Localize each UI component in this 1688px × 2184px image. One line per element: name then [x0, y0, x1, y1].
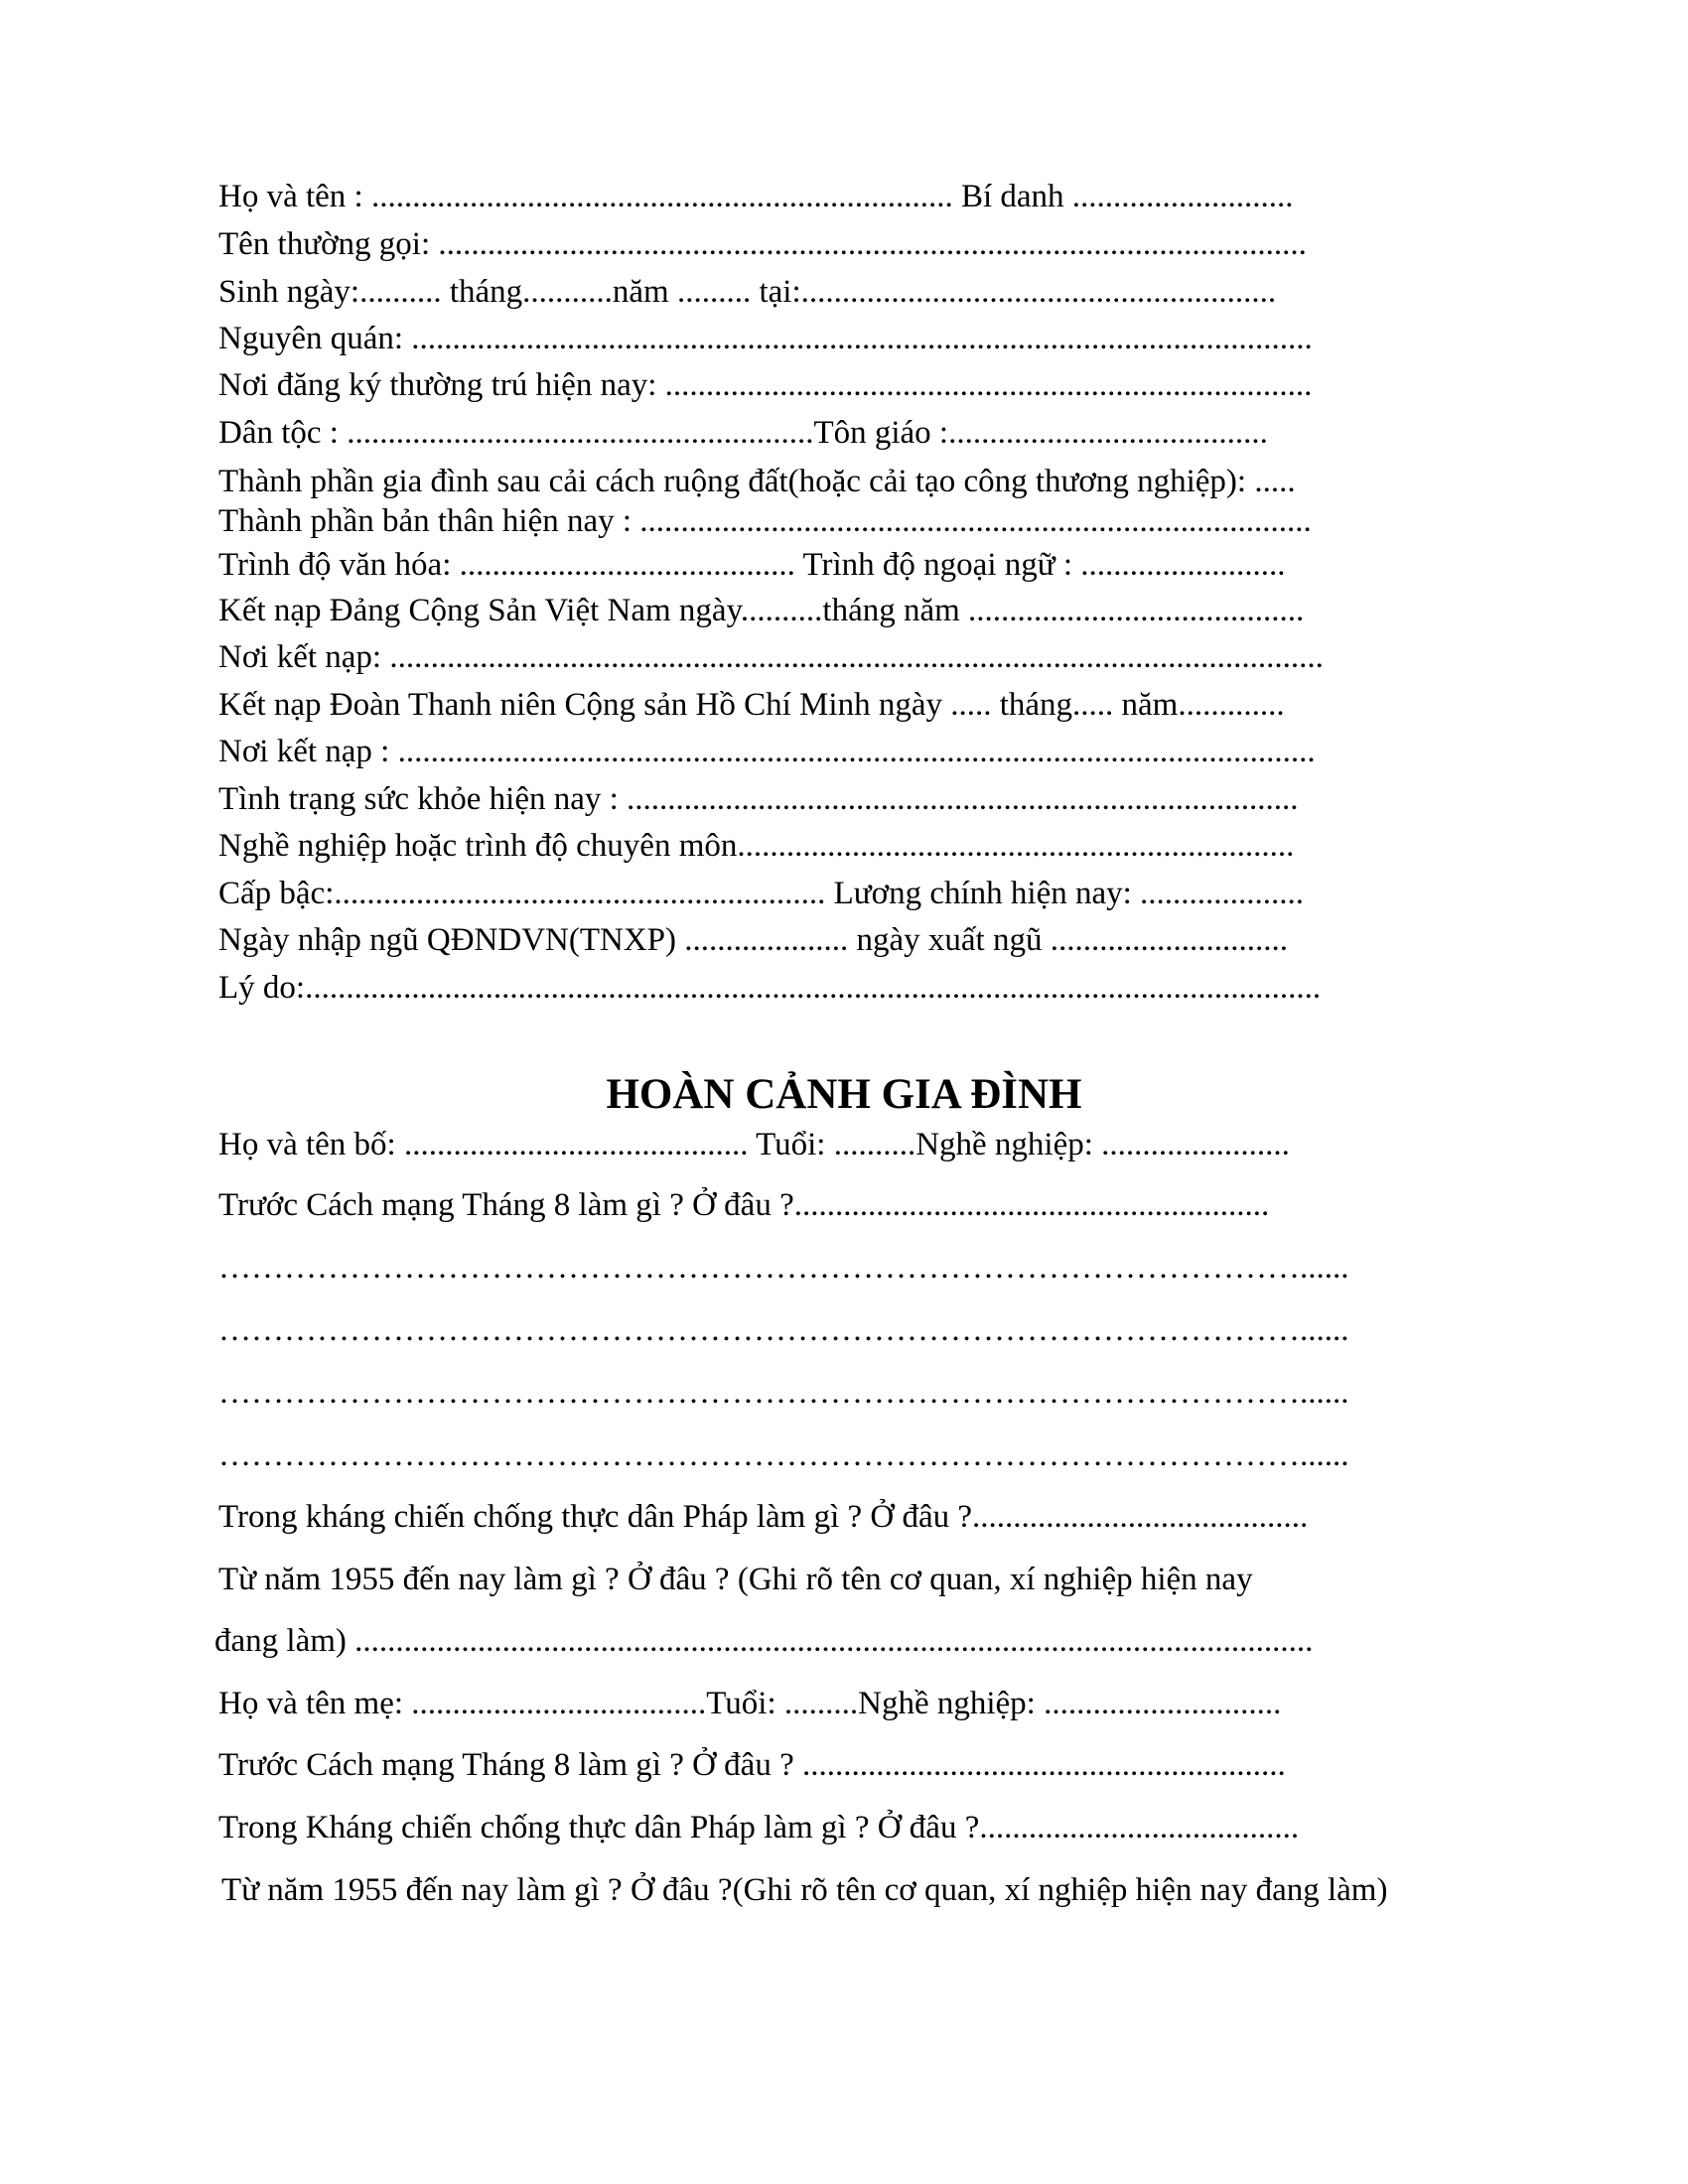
mother-since-1955-line: Từ năm 1955 đến nay làm gì ? Ở đâu ?(Ghi rõ tên cơ quan, xí nghiệp hiện nay đang làm) — [221, 1872, 1388, 1908]
mother-resistance-line: Trong Kháng chiến chống thực dân Pháp làm gì ? Ở đâu ?....................................... — [218, 1810, 1300, 1845]
rank-salary-line: Cấp bậc:............................................................ Lương chính hiện nay: .................... — [218, 876, 1305, 911]
father-since-1955-continued-line: đang làm) ..................................................................................................................... — [214, 1623, 1314, 1659]
hometown-line: Nguyên quán: .............................................................................................................. — [218, 321, 1313, 356]
father-resistance-line: Trong kháng chiến chống thực dân Pháp làm gì ? Ở đâu ?......................................... — [218, 1499, 1309, 1535]
father-name-line: Họ và tên bố: .......................................... Tuổi: ..........Nghề nghiệp: ....................... — [218, 1127, 1290, 1162]
blank-answer-line: ………………………………………………………………………………………...... — [218, 1437, 1349, 1473]
education-language-line: Trình độ văn hóa: ......................................... Trình độ ngoại ngữ : ......................... — [218, 547, 1286, 583]
family-section-heading: HOÀN CẢNH GIA ĐÌNH — [606, 1071, 1082, 1118]
enlistment-line: Ngày nhập ngũ QĐNDVN(TNXP) .................... ngày xuất ngũ ............................. — [218, 922, 1288, 958]
reason-line: Lý do:............................................................................................................................ — [218, 970, 1322, 1006]
family-class-line: Thành phần gia đình sau cải cách ruộng đất(hoặc cải tạo công thương nghiệp): ..... — [218, 464, 1296, 499]
common-name-line: Tên thường gọi: .......................................................................................................... — [218, 226, 1307, 262]
blank-answer-line: ………………………………………………………………………………………...... — [218, 1250, 1349, 1286]
mother-name-line: Họ và tên mẹ: ....................................Tuổi: .........Nghề nghiệp: ............................. — [218, 1686, 1282, 1721]
birth-date-line: Sinh ngày:.......... tháng...........năm ......... tại:.......................................................... — [218, 274, 1277, 310]
party-admission-line: Kết nạp Đảng Cộng Sản Việt Nam ngày..........tháng năm ......................................... — [218, 593, 1305, 628]
mother-before-1945-line: Trước Cách mạng Tháng 8 làm gì ? Ở đâu ? ........................................................... — [218, 1747, 1286, 1783]
youth-union-admission-line: Kết nạp Đoàn Thanh niên Cộng sản Hồ Chí Minh ngày ..... tháng..... năm............. — [218, 687, 1285, 723]
personal-class-line: Thành phần bản thân hiện nay : .................................................................................. — [218, 503, 1312, 539]
blank-answer-line: ………………………………………………………………………………………...... — [218, 1312, 1349, 1348]
ethnicity-religion-line: Dân tộc : .........................................................Tôn giáo :....................................... — [218, 415, 1268, 451]
blank-answer-line: ………………………………………………………………………………………...... — [218, 1375, 1349, 1411]
full-name-line: Họ và tên : ....................................................................... Bí danh ........................... — [218, 179, 1294, 214]
party-admission-place-line: Nơi kết nạp: .................................................................................................................. — [218, 639, 1324, 675]
father-since-1955-line: Từ năm 1955 đến nay làm gì ? Ở đâu ? (Ghi rõ tên cơ quan, xí nghiệp hiện nay — [218, 1562, 1253, 1597]
father-before-1945-line: Trước Cách mạng Tháng 8 làm gì ? Ở đâu ?.......................................................... — [218, 1187, 1270, 1223]
residence-line: Nơi đăng ký thường trú hiện nay: ............................................................................... — [218, 367, 1313, 403]
occupation-line: Nghề nghiệp hoặc trình độ chuyên môn.................................................................... — [218, 828, 1295, 864]
youth-union-place-line: Nơi kết nạp : ................................................................................................................ — [218, 734, 1316, 769]
health-status-line: Tình trạng sức khỏe hiện nay : .................................................................................. — [218, 781, 1299, 817]
